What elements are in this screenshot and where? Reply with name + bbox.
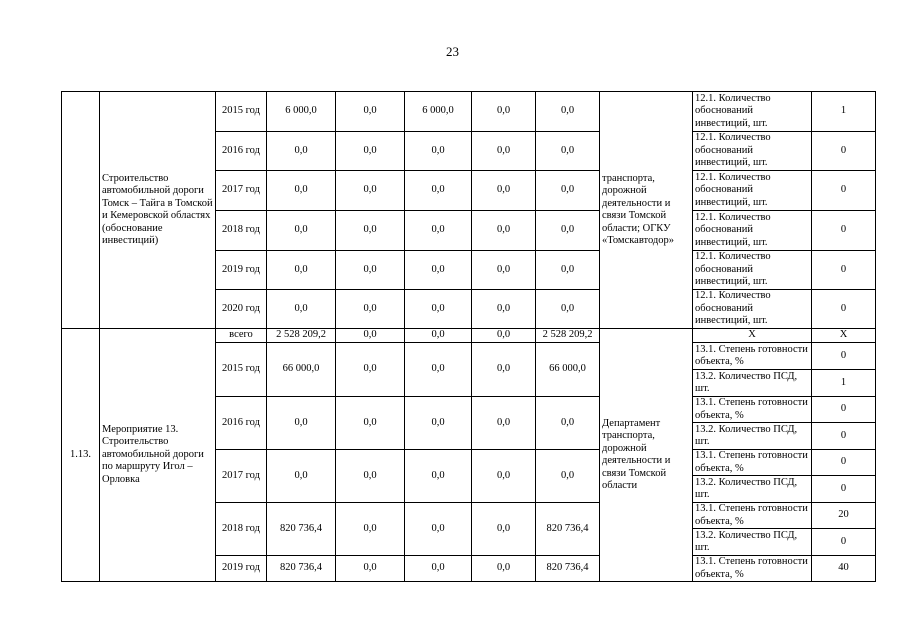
- item-name-cell: Строительство автомобильной дороги Томск – Тайга в Томской и Кемеровской областях (обоснование инвестиций): [100, 92, 216, 329]
- value-cell: 0,0: [472, 329, 536, 343]
- year-cell: 2018 год: [216, 503, 267, 556]
- indicator-value-cell: 20: [812, 503, 876, 529]
- value-cell: 6 000,0: [405, 92, 472, 132]
- value-cell: 2 528 209,2: [267, 329, 336, 343]
- year-cell: 2019 год: [216, 556, 267, 582]
- indicator-value-cell: 1: [812, 92, 876, 132]
- indicator-value-cell: X: [812, 329, 876, 343]
- value-cell: 0,0: [336, 503, 405, 556]
- executor-cell: Департамент транспорта, дорожной деятельности и связи Томской области: [600, 329, 693, 582]
- indicator-value-cell: 0: [812, 251, 876, 290]
- page-number: 23: [446, 44, 459, 59]
- indicator-value-cell: 0: [812, 343, 876, 370]
- indicator-cell: 13.1. Степень готовности объекта, %: [693, 556, 812, 582]
- value-cell: 0,0: [336, 556, 405, 582]
- year-cell: 2017 год: [216, 450, 267, 503]
- value-cell: 0,0: [405, 556, 472, 582]
- value-cell: 0,0: [536, 132, 600, 171]
- table-row: [62, 92, 876, 132]
- indicator-cell: 12.1. Количество обоснований инвестиций, шт.: [693, 132, 812, 171]
- indicator-value-cell: 1: [812, 370, 876, 397]
- indicator-cell: 12.1. Количество обоснований инвестиций, шт.: [693, 251, 812, 290]
- value-cell: 0,0: [536, 290, 600, 329]
- value-cell: 0,0: [405, 450, 472, 503]
- indicator-cell: 13.2. Количество ПСД, шт.: [693, 476, 812, 503]
- indicator-cell: 13.2. Количество ПСД, шт.: [693, 370, 812, 397]
- indicator-cell: 12.1. Количество обоснований инвестиций, шт.: [693, 92, 812, 132]
- value-cell: 0,0: [472, 171, 536, 211]
- value-cell: 0,0: [405, 397, 472, 450]
- year-cell: 2015 год: [216, 343, 267, 397]
- value-cell: 0,0: [267, 171, 336, 211]
- value-cell: 0,0: [536, 211, 600, 251]
- value-cell: 0,0: [336, 251, 405, 290]
- value-cell: 66 000,0: [267, 343, 336, 397]
- value-cell: 0,0: [405, 171, 472, 211]
- value-cell: 0,0: [267, 397, 336, 450]
- value-cell: 0,0: [336, 92, 405, 132]
- value-cell: 0,0: [336, 211, 405, 251]
- value-cell: 0,0: [267, 211, 336, 251]
- indicator-value-cell: 0: [812, 397, 876, 423]
- value-cell: 0,0: [472, 290, 536, 329]
- value-cell: 0,0: [336, 397, 405, 450]
- value-cell: 0,0: [336, 343, 405, 397]
- year-cell: 2019 год: [216, 251, 267, 290]
- value-cell: 0,0: [472, 450, 536, 503]
- value-cell: 820 736,4: [536, 503, 600, 556]
- indicator-cell: 13.2. Количество ПСД, шт.: [693, 423, 812, 450]
- year-cell: 2015 год: [216, 92, 267, 132]
- value-cell: 0,0: [536, 450, 600, 503]
- value-cell: 0,0: [536, 251, 600, 290]
- value-cell: 0,0: [267, 251, 336, 290]
- value-cell: 0,0: [536, 397, 600, 450]
- value-cell: 0,0: [405, 132, 472, 171]
- value-cell: 0,0: [472, 92, 536, 132]
- value-cell: 0,0: [472, 397, 536, 450]
- value-cell: 66 000,0: [536, 343, 600, 397]
- indicator-value-cell: 40: [812, 556, 876, 582]
- indicator-value-cell: 0: [812, 132, 876, 171]
- indicator-cell: 12.1. Количество обоснований инвестиций, шт.: [693, 290, 812, 329]
- value-cell: 820 736,4: [267, 556, 336, 582]
- value-cell: 0,0: [472, 132, 536, 171]
- item-name-cell: Мероприятие 13. Строительство автомобильной дороги по маршруту Игол – Орловка: [100, 329, 216, 582]
- value-cell: 0,0: [405, 251, 472, 290]
- value-cell: 0,0: [267, 290, 336, 329]
- value-cell: 0,0: [536, 171, 600, 211]
- indicator-cell: 13.1. Степень готовности объекта, %: [693, 343, 812, 370]
- executor-cell: транспорта, дорожной деятельности и связи Томской области; ОГКУ «Томскавтодор»: [600, 92, 693, 329]
- value-cell: 0,0: [405, 290, 472, 329]
- value-cell: 0,0: [472, 556, 536, 582]
- year-cell: 2016 год: [216, 397, 267, 450]
- year-cell: всего: [216, 329, 267, 343]
- year-cell: 2018 год: [216, 211, 267, 251]
- indicator-value-cell: 0: [812, 529, 876, 556]
- indicator-cell: 13.1. Степень готовности объекта, %: [693, 450, 812, 476]
- indicator-value-cell: 0: [812, 211, 876, 251]
- value-cell: 0,0: [472, 211, 536, 251]
- table-row: [62, 329, 876, 343]
- value-cell: 0,0: [336, 171, 405, 211]
- indicator-cell: 13.2. Количество ПСД, шт.: [693, 529, 812, 556]
- value-cell: 0,0: [267, 132, 336, 171]
- indicator-value-cell: 0: [812, 423, 876, 450]
- value-cell: 0,0: [472, 503, 536, 556]
- value-cell: 0,0: [405, 211, 472, 251]
- indicator-value-cell: 0: [812, 171, 876, 211]
- value-cell: 0,0: [336, 329, 405, 343]
- year-cell: 2020 год: [216, 290, 267, 329]
- indicator-value-cell: 0: [812, 290, 876, 329]
- year-cell: 2016 год: [216, 132, 267, 171]
- indicator-value-cell: 0: [812, 450, 876, 476]
- indicator-cell: 12.1. Количество обоснований инвестиций, шт.: [693, 211, 812, 251]
- value-cell: 0,0: [336, 132, 405, 171]
- value-cell: 820 736,4: [267, 503, 336, 556]
- value-cell: 0,0: [267, 450, 336, 503]
- value-cell: 0,0: [405, 343, 472, 397]
- indicator-cell: 12.1. Количество обоснований инвестиций, шт.: [693, 171, 812, 211]
- value-cell: 2 528 209,2: [536, 329, 600, 343]
- value-cell: 0,0: [405, 503, 472, 556]
- indicator-cell: X: [693, 329, 812, 343]
- value-cell: 0,0: [336, 290, 405, 329]
- value-cell: 0,0: [336, 450, 405, 503]
- value-cell: 6 000,0: [267, 92, 336, 132]
- indicator-cell: 13.1. Степень готовности объекта, %: [693, 397, 812, 423]
- indicator-cell: 13.1. Степень готовности объекта, %: [693, 503, 812, 529]
- value-cell: 820 736,4: [536, 556, 600, 582]
- indicator-value-cell: 0: [812, 476, 876, 503]
- item-number-cell: [62, 92, 100, 329]
- value-cell: 0,0: [405, 329, 472, 343]
- item-number-cell: 1.13.: [62, 329, 100, 582]
- value-cell: 0,0: [536, 92, 600, 132]
- year-cell: 2017 год: [216, 171, 267, 211]
- value-cell: 0,0: [472, 251, 536, 290]
- program-table: [61, 91, 876, 582]
- value-cell: 0,0: [472, 343, 536, 397]
